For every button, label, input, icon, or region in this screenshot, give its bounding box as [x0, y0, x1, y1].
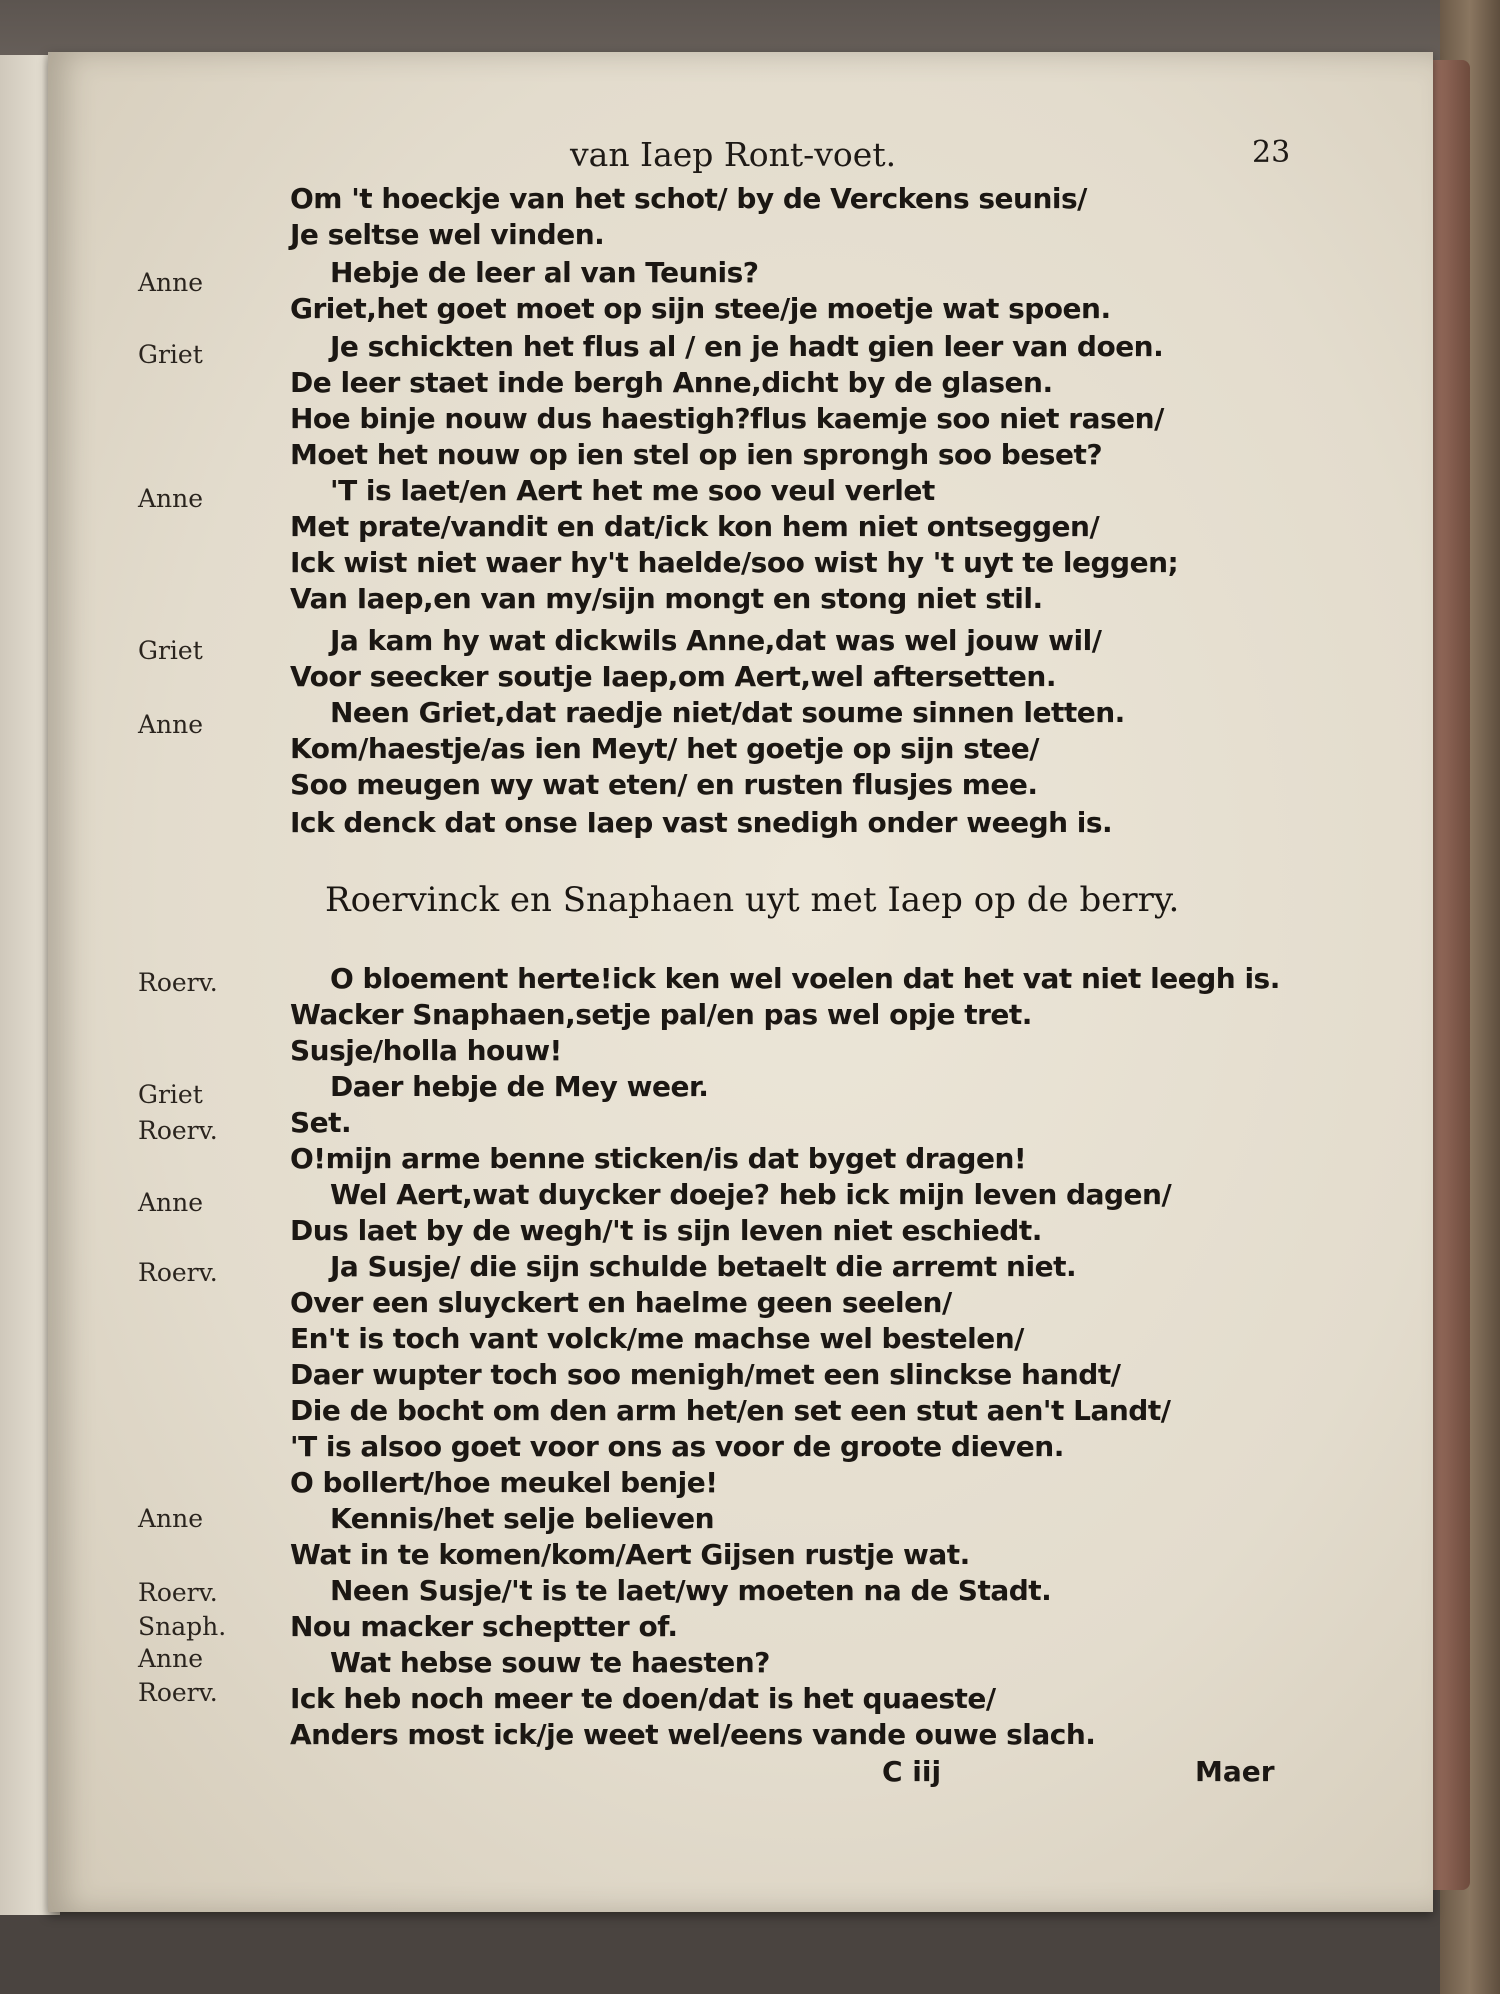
verse-line: Neen Susje/'t is te laet/wy moeten na de Stadt.	[330, 1574, 1052, 1607]
page-number: 23	[1252, 135, 1291, 170]
verse-line: Hebje de leer al van Teunis?	[330, 256, 759, 289]
speaker-label: Roerv.	[138, 1116, 218, 1145]
verse-line: Dus laet by de wegh/'t is sijn leven niet eschiedt.	[290, 1214, 1042, 1247]
verse-line: Ick heb noch meer te doen/dat is het quaeste/	[290, 1682, 996, 1715]
verse-line: Die de bocht om den arm het/en set een stut aen't Landt/	[290, 1394, 1171, 1427]
verse-line: Wel Aert,wat duycker doeje? heb ick mijn leven dagen/	[330, 1178, 1172, 1211]
verse-line: Je schickten het flus al / en je hadt gien leer van doen.	[330, 330, 1164, 363]
verse-line: Ja Susje/ die sijn schulde betaelt die arremt niet.	[330, 1250, 1077, 1283]
speaker-label: Anne	[138, 1504, 204, 1533]
speaker-label: Griet	[138, 1080, 203, 1109]
speaker-label: Anne	[138, 484, 204, 513]
verse-line: Om 't hoeckje van het schot/ by de Verckens seunis/	[290, 182, 1087, 215]
verse-line: Ick wist niet waer hy't haelde/soo wist hy 't uyt te leggen;	[290, 546, 1179, 579]
verse-line: Kennis/het selje believen	[330, 1502, 715, 1535]
speaker-label: Anne	[138, 710, 204, 739]
signature-mark: C iij	[882, 1755, 942, 1788]
verse-line: Ja kam hy wat dickwils Anne,dat was wel jouw wil/	[330, 624, 1102, 657]
verse-line: Met prate/vandit en dat/ick kon hem niet ontseggen/	[290, 510, 1100, 543]
verse-line: Wacker Snaphaen,setje pal/en pas wel opje tret.	[290, 998, 1032, 1031]
verse-line: En't is toch vant volck/me machse wel bestelen/	[290, 1322, 1024, 1355]
verse-line: Je seltse wel vinden.	[290, 218, 605, 251]
speaker-label: Snaph.	[138, 1612, 227, 1641]
speaker-label: Griet	[138, 340, 203, 369]
verse-line: Wat hebse souw te haesten?	[330, 1646, 770, 1679]
verse-line: Soo meugen wy wat eten/ en rusten flusjes mee.	[290, 768, 1038, 801]
verse-line: Anders most ick/je weet wel/eens vande ouwe slach.	[290, 1718, 1096, 1751]
verse-line: O bloement herte!ick ken wel voelen dat het vat niet leegh is.	[330, 962, 1280, 995]
speaker-label: Griet	[138, 636, 203, 665]
verse-line: De leer staet inde bergh Anne,dicht by de glasen.	[290, 366, 1053, 399]
speaker-label: Anne	[138, 268, 204, 297]
speaker-label: Roerv.	[138, 968, 218, 997]
verse-line: Van Iaep,en van my/sijn mongt en stong niet stil.	[290, 582, 1043, 615]
page-header	[0, 135, 1500, 175]
speaker-label: Anne	[138, 1644, 204, 1673]
verse-line: Moet het nouw op ien stel op ien sprongh soo beset?	[290, 438, 1103, 471]
verse-line: Daer wupter toch soo menigh/met een slinckse handt/	[290, 1358, 1121, 1391]
catchword: Maer	[1195, 1755, 1275, 1788]
verse-line: Voor seecker soutje Iaep,om Aert,wel aftersetten.	[290, 660, 1056, 693]
speaker-label: Roerv.	[138, 1678, 218, 1707]
scene-heading: Roervinck en Snaphaen uyt met Iaep op de berry.	[325, 880, 1180, 920]
speaker-label: Roerv.	[138, 1578, 218, 1607]
verse-line: Hoe binje nouw dus haestigh?flus kaemje soo niet rasen/	[290, 402, 1164, 435]
verse-line: Daer hebje de Mey weer.	[330, 1070, 709, 1103]
running-title: van Iaep Ront-voet.	[570, 135, 897, 174]
verse-line: Over een sluyckert en haelme geen seelen/	[290, 1286, 952, 1319]
verse-line: Nou macker scheptter of.	[290, 1610, 678, 1643]
verse-line: 'T is laet/en Aert het me soo veul verlet	[330, 474, 935, 507]
verse-line: Set.	[290, 1106, 352, 1139]
verse-line: O bollert/hoe meukel benje!	[290, 1466, 718, 1499]
verse-line: Neen Griet,dat raedje niet/dat soume sinnen letten.	[330, 696, 1125, 729]
verse-line: 'T is alsoo goet voor ons as voor de groote dieven.	[290, 1430, 1064, 1463]
speaker-label: Anne	[138, 1188, 204, 1217]
verse-line: Ick denck dat onse Iaep vast snedigh onder weegh is.	[290, 806, 1113, 839]
verse-line: O!mijn arme benne sticken/is dat byget dragen!	[290, 1142, 1027, 1175]
speaker-label: Roerv.	[138, 1258, 218, 1287]
verse-line: Griet,het goet moet op sijn stee/je moetje wat spoen.	[290, 292, 1111, 325]
verse-line: Susje/holla houw!	[290, 1034, 562, 1067]
verse-line: Kom/haestje/as ien Meyt/ het goetje op sijn stee/	[290, 732, 1039, 765]
verse-line: Wat in te komen/kom/Aert Gijsen rustje wat.	[290, 1538, 970, 1571]
